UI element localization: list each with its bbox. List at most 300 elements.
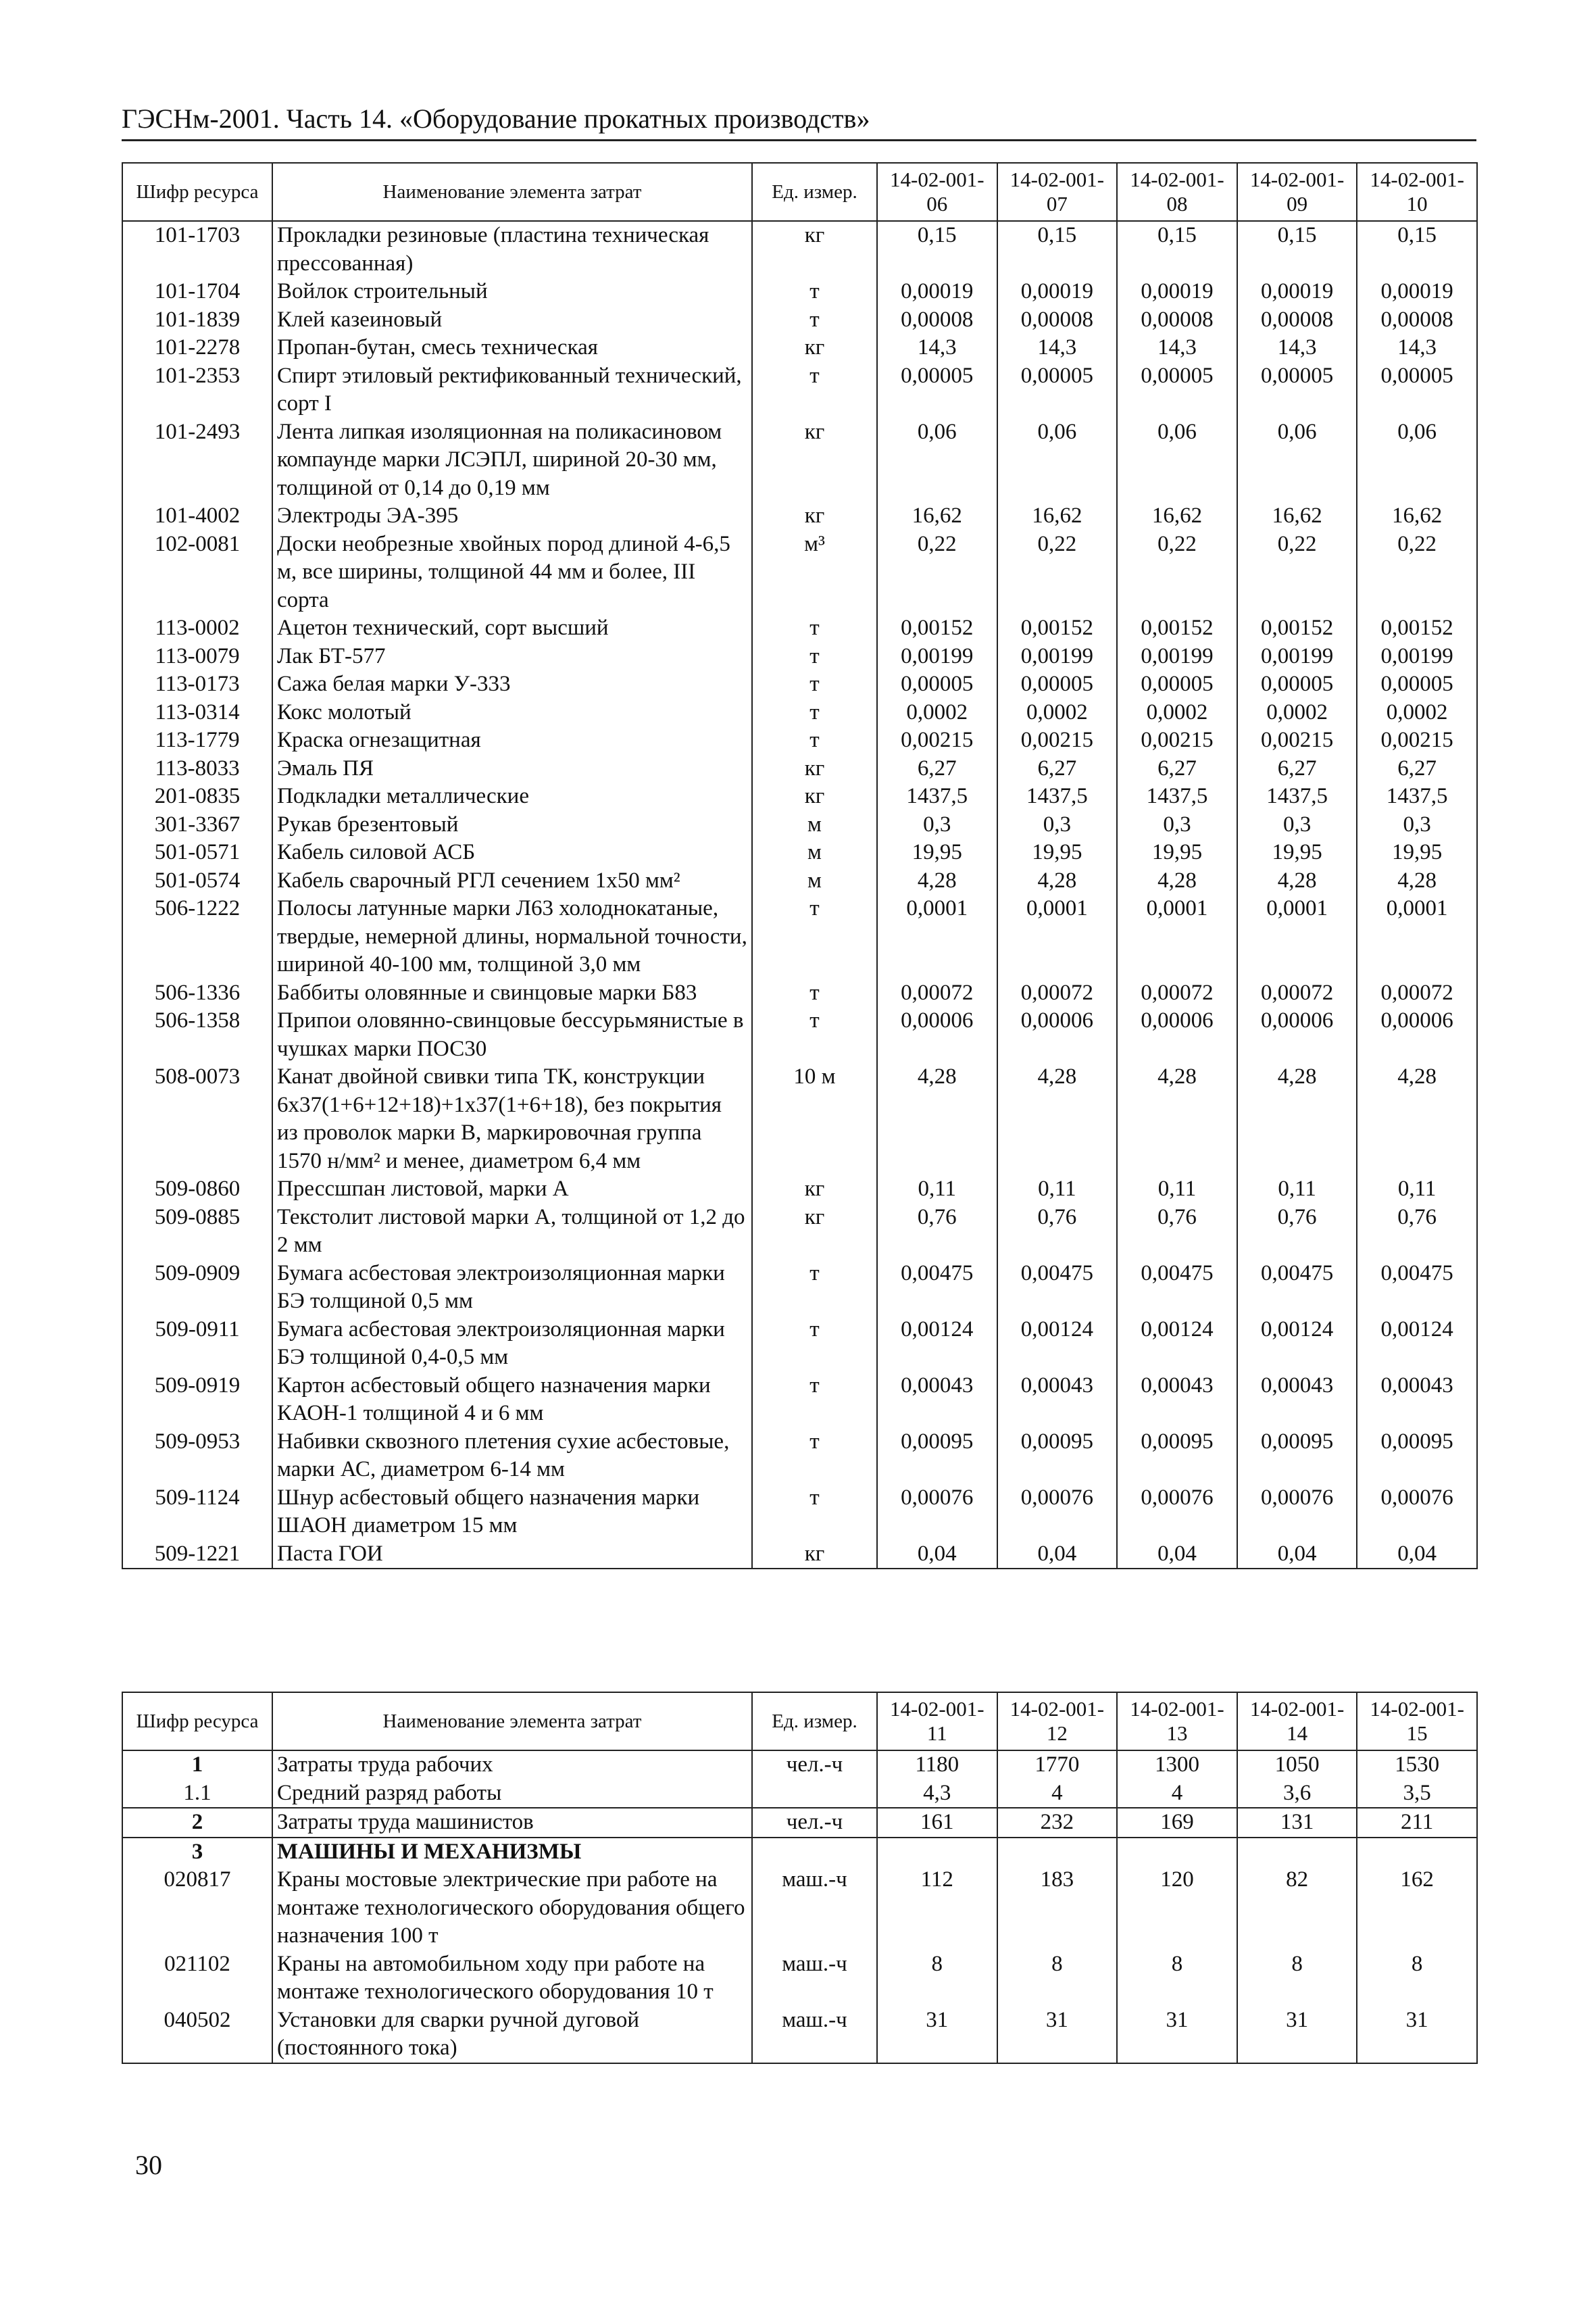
resource-value: 8 bbox=[1117, 1950, 1237, 2007]
resource-unit: т bbox=[752, 670, 877, 699]
resource-value: 0,00043 bbox=[877, 1372, 997, 1428]
table-row bbox=[122, 306, 1477, 335]
resource-unit: кг bbox=[752, 334, 877, 362]
header-col: 14-02-001-12 bbox=[997, 1692, 1118, 1750]
resource-value: 1180 bbox=[877, 1750, 997, 1779]
table-row bbox=[122, 1838, 1477, 1867]
resource-name: Кабель силовой АСБ bbox=[272, 839, 752, 867]
resource-value: 0,00215 bbox=[877, 727, 997, 755]
resource-unit: т bbox=[752, 895, 877, 979]
table-row bbox=[122, 278, 1477, 306]
resource-code: 509-0860 bbox=[122, 1175, 272, 1204]
table-row bbox=[122, 699, 1477, 727]
resource-value: 16,62 bbox=[1357, 502, 1477, 531]
table-row bbox=[122, 1428, 1477, 1484]
resource-value: 0,00475 bbox=[877, 1260, 997, 1316]
resource-value: 0,00475 bbox=[1237, 1260, 1357, 1316]
resource-code: 506-1222 bbox=[122, 895, 272, 979]
resource-value: 0,00199 bbox=[1117, 643, 1237, 671]
resource-value: 0,00005 bbox=[877, 670, 997, 699]
resource-unit: т bbox=[752, 979, 877, 1008]
resource-value: 1300 bbox=[1117, 1750, 1237, 1779]
resource-name: Рукав брезентовый bbox=[272, 811, 752, 839]
resource-name: Средний разряд работы bbox=[272, 1779, 752, 1808]
resource-value: 0,00006 bbox=[1357, 1007, 1477, 1063]
resource-value: 31 bbox=[1117, 2007, 1237, 2063]
resource-value: 0,00008 bbox=[877, 306, 997, 335]
resource-value: 6,27 bbox=[877, 755, 997, 783]
resource-unit: м bbox=[752, 867, 877, 895]
resource-value: 14,3 bbox=[1237, 334, 1357, 362]
resource-code: 3 bbox=[122, 1838, 272, 1867]
resource-value: 0,00005 bbox=[997, 670, 1118, 699]
resource-value: 0,11 bbox=[1237, 1175, 1357, 1204]
resource-name: Краска огнезащитная bbox=[272, 727, 752, 755]
resource-value bbox=[997, 1838, 1118, 1867]
resource-value: 0,11 bbox=[997, 1175, 1118, 1204]
resource-code: 101-1704 bbox=[122, 278, 272, 306]
resource-value: 0,22 bbox=[1357, 531, 1477, 615]
resource-value: 211 bbox=[1357, 1808, 1477, 1838]
resource-name: Кокс молотый bbox=[272, 699, 752, 727]
resource-value: 0,0001 bbox=[997, 895, 1118, 979]
table-row bbox=[122, 1316, 1477, 1372]
resource-code: 040502 bbox=[122, 2007, 272, 2063]
resource-value: 0,00215 bbox=[1117, 727, 1237, 755]
resource-unit: кг bbox=[752, 418, 877, 503]
resource-name: Набивки сквозного плетения сухие асбестовые, марки АС, диаметром 6-14 мм bbox=[272, 1428, 752, 1484]
table-row bbox=[122, 1007, 1477, 1063]
resource-code: 506-1358 bbox=[122, 1007, 272, 1063]
resource-value: 16,62 bbox=[1117, 502, 1237, 531]
resource-code: 501-0574 bbox=[122, 867, 272, 895]
resource-value: 0,00095 bbox=[1237, 1428, 1357, 1484]
resource-value: 1437,5 bbox=[1237, 783, 1357, 811]
resource-value: 0,76 bbox=[1237, 1204, 1357, 1260]
resource-unit: т bbox=[752, 614, 877, 643]
resource-value: 0,3 bbox=[1237, 811, 1357, 839]
materials-table bbox=[122, 162, 1478, 1569]
resource-code: 509-0911 bbox=[122, 1316, 272, 1372]
resource-value: 31 bbox=[1357, 2007, 1477, 2063]
resource-value: 6,27 bbox=[1117, 755, 1237, 783]
resource-value: 0,00006 bbox=[997, 1007, 1118, 1063]
header-unit: Ед. измер. bbox=[752, 1692, 877, 1750]
header-code: Шифр ресурса bbox=[122, 1692, 272, 1750]
table-row bbox=[122, 1484, 1477, 1540]
table-row bbox=[122, 1372, 1477, 1428]
resource-unit: т bbox=[752, 1260, 877, 1316]
resource-value: 6,27 bbox=[997, 755, 1118, 783]
resource-value: 162 bbox=[1357, 1866, 1477, 1950]
resource-value: 0,00475 bbox=[1117, 1260, 1237, 1316]
table-row bbox=[122, 1808, 1477, 1838]
resource-value: 0,00124 bbox=[997, 1316, 1118, 1372]
resource-value: 0,00076 bbox=[997, 1484, 1118, 1540]
resource-name: Войлок строительный bbox=[272, 278, 752, 306]
table-row bbox=[122, 867, 1477, 895]
resource-value: 0,00076 bbox=[1357, 1484, 1477, 1540]
resource-name: Спирт этиловый ректификованный технический, сорт I bbox=[272, 362, 752, 418]
resource-value: 19,95 bbox=[1237, 839, 1357, 867]
resource-value: 6,27 bbox=[1357, 755, 1477, 783]
resource-value: 0,04 bbox=[1117, 1540, 1237, 1569]
resource-name: Лента липкая изоляционная на поликасиновом компаунде марки ЛСЭПЛ, шириной 20-30 мм, толщиной от 0,14 до 0,19 мм bbox=[272, 418, 752, 503]
table-row bbox=[122, 1779, 1477, 1808]
resource-value: 0,0002 bbox=[997, 699, 1118, 727]
resource-value: 1050 bbox=[1237, 1750, 1357, 1779]
resource-value: 0,00095 bbox=[877, 1428, 997, 1484]
resource-value: 0,00095 bbox=[1357, 1428, 1477, 1484]
resource-unit: т bbox=[752, 1372, 877, 1428]
table-row bbox=[122, 362, 1477, 418]
header-col: 14-02-001-08 bbox=[1117, 163, 1237, 221]
resource-value: 4,28 bbox=[1117, 867, 1237, 895]
resource-value: 0,76 bbox=[1117, 1204, 1237, 1260]
resource-value: 0,00005 bbox=[1357, 670, 1477, 699]
resource-code: 509-0885 bbox=[122, 1204, 272, 1260]
resource-value: 0,00124 bbox=[1357, 1316, 1477, 1372]
resource-value: 0,00076 bbox=[1237, 1484, 1357, 1540]
resource-value: 0,15 bbox=[1117, 221, 1237, 278]
resource-value: 1770 bbox=[997, 1750, 1118, 1779]
table-header-row bbox=[122, 1692, 1477, 1750]
resource-name: Бумага асбестовая электроизоляционная марки БЭ толщиной 0,4-0,5 мм bbox=[272, 1316, 752, 1372]
resource-value: 0,00072 bbox=[1117, 979, 1237, 1008]
resource-name: Доски необрезные хвойных пород длиной 4-6,5 м, все ширины, толщиной 44 мм и более, III сорта bbox=[272, 531, 752, 615]
resource-unit: кг bbox=[752, 783, 877, 811]
resource-value: 0,00152 bbox=[1117, 614, 1237, 643]
resource-code: 101-4002 bbox=[122, 502, 272, 531]
resource-name: Затраты труда машинистов bbox=[272, 1808, 752, 1838]
resource-value: 4,28 bbox=[1357, 867, 1477, 895]
resource-code: 301-3367 bbox=[122, 811, 272, 839]
resource-value: 0,00019 bbox=[1357, 278, 1477, 306]
resource-value: 4,28 bbox=[1237, 1063, 1357, 1175]
table-row bbox=[122, 531, 1477, 615]
resource-code: 113-1779 bbox=[122, 727, 272, 755]
header-col: 14-02-001-09 bbox=[1237, 163, 1357, 221]
resource-value: 0,00006 bbox=[877, 1007, 997, 1063]
header-col: 14-02-001-11 bbox=[877, 1692, 997, 1750]
resource-code: 509-1124 bbox=[122, 1484, 272, 1540]
resource-value: 0,00043 bbox=[997, 1372, 1118, 1428]
resource-code: 101-2278 bbox=[122, 334, 272, 362]
resource-value: 0,3 bbox=[997, 811, 1118, 839]
resource-value: 4,28 bbox=[1237, 867, 1357, 895]
resource-value: 0,00095 bbox=[997, 1428, 1118, 1484]
resource-value: 0,22 bbox=[1117, 531, 1237, 615]
resource-value: 0,06 bbox=[1357, 418, 1477, 503]
resource-name: Текстолит листовой марки А, толщиной от 1,2 до 2 мм bbox=[272, 1204, 752, 1260]
resource-value: 0,15 bbox=[1237, 221, 1357, 278]
resource-value: 0,00008 bbox=[1357, 306, 1477, 335]
resource-value: 0,00008 bbox=[997, 306, 1118, 335]
resource-value bbox=[1237, 1838, 1357, 1867]
header-col: 14-02-001-14 bbox=[1237, 1692, 1357, 1750]
resource-name: Сажа белая марки У-333 bbox=[272, 670, 752, 699]
resource-code: 509-0953 bbox=[122, 1428, 272, 1484]
resource-value: 0,00019 bbox=[997, 278, 1118, 306]
labor-machines-table bbox=[122, 1692, 1478, 2064]
resource-value: 0,00199 bbox=[877, 643, 997, 671]
resource-value: 4,28 bbox=[997, 1063, 1118, 1175]
resource-value: 4,28 bbox=[997, 867, 1118, 895]
resource-value: 0,22 bbox=[1237, 531, 1357, 615]
resource-name: Электроды ЭА-395 bbox=[272, 502, 752, 531]
resource-value: 0,06 bbox=[997, 418, 1118, 503]
table-row bbox=[122, 839, 1477, 867]
resource-unit: м bbox=[752, 811, 877, 839]
resource-value: 0,00076 bbox=[1117, 1484, 1237, 1540]
resource-value: 4,28 bbox=[877, 1063, 997, 1175]
resource-value: 1437,5 bbox=[1357, 783, 1477, 811]
resource-value: 0,15 bbox=[877, 221, 997, 278]
resource-value: 0,3 bbox=[1357, 811, 1477, 839]
resource-value: 169 bbox=[1117, 1808, 1237, 1838]
resource-value: 0,0002 bbox=[1357, 699, 1477, 727]
resource-value: 31 bbox=[997, 2007, 1118, 2063]
table-row bbox=[122, 670, 1477, 699]
resource-name: Пропан-бутан, смесь техническая bbox=[272, 334, 752, 362]
resource-value: 0,00095 bbox=[1117, 1428, 1237, 1484]
table-row bbox=[122, 1063, 1477, 1175]
resource-name: Клей казеиновый bbox=[272, 306, 752, 335]
resource-value: 0,76 bbox=[1357, 1204, 1477, 1260]
header-col: 14-02-001-15 bbox=[1357, 1692, 1477, 1750]
resource-code: 113-0314 bbox=[122, 699, 272, 727]
resource-unit: чел.-ч bbox=[752, 1750, 877, 1779]
resource-name: МАШИНЫ И МЕХАНИЗМЫ bbox=[272, 1838, 752, 1867]
resource-value: 4 bbox=[997, 1779, 1118, 1808]
header-col: 14-02-001-07 bbox=[997, 163, 1118, 221]
resource-value: 19,95 bbox=[997, 839, 1118, 867]
resource-code: 021102 bbox=[122, 1950, 272, 2007]
resource-unit: 10 м bbox=[752, 1063, 877, 1175]
resource-name: Затраты труда рабочих bbox=[272, 1750, 752, 1779]
resource-value: 82 bbox=[1237, 1866, 1357, 1950]
resource-unit bbox=[752, 1779, 877, 1808]
resource-value: 0,06 bbox=[1117, 418, 1237, 503]
resource-value: 0,00475 bbox=[997, 1260, 1118, 1316]
resource-value: 0,00005 bbox=[1117, 362, 1237, 418]
resource-value: 8 bbox=[1237, 1950, 1357, 2007]
resource-name: Краны мостовые электрические при работе на монтаже технологического оборудования общего назначения 100 т bbox=[272, 1866, 752, 1950]
resource-value bbox=[877, 1838, 997, 1867]
table-row bbox=[122, 418, 1477, 503]
resource-value: 112 bbox=[877, 1866, 997, 1950]
resource-value: 6,27 bbox=[1237, 755, 1357, 783]
resource-value: 120 bbox=[1117, 1866, 1237, 1950]
resource-unit: кг bbox=[752, 221, 877, 278]
resource-value: 0,00215 bbox=[1237, 727, 1357, 755]
resource-code: 020817 bbox=[122, 1866, 272, 1950]
resource-name: Припои оловянно-свинцовые бессурьмянистые в чушках марки ПОС30 bbox=[272, 1007, 752, 1063]
resource-value: 0,00019 bbox=[1117, 278, 1237, 306]
resource-value: 0,00215 bbox=[997, 727, 1118, 755]
table-row bbox=[122, 614, 1477, 643]
resource-unit: т bbox=[752, 643, 877, 671]
resource-value: 0,00005 bbox=[1117, 670, 1237, 699]
header-code: Шифр ресурса bbox=[122, 163, 272, 221]
resource-value: 0,00152 bbox=[877, 614, 997, 643]
resource-value: 16,62 bbox=[1237, 502, 1357, 531]
resource-code: 2 bbox=[122, 1808, 272, 1838]
resource-value: 0,00124 bbox=[1117, 1316, 1237, 1372]
resource-value: 31 bbox=[1237, 2007, 1357, 2063]
resource-value: 8 bbox=[877, 1950, 997, 2007]
resource-name: Установки для сварки ручной дуговой (постоянного тока) bbox=[272, 2007, 752, 2063]
resource-value: 0,00019 bbox=[1237, 278, 1357, 306]
resource-value: 0,0001 bbox=[1357, 895, 1477, 979]
resource-name: Подкладки металлические bbox=[272, 783, 752, 811]
resource-value: 0,0002 bbox=[1117, 699, 1237, 727]
resource-code: 113-0002 bbox=[122, 614, 272, 643]
resource-code: 102-0081 bbox=[122, 531, 272, 615]
resource-value: 0,00072 bbox=[1357, 979, 1477, 1008]
resource-unit: т bbox=[752, 1007, 877, 1063]
resource-unit: м³ bbox=[752, 531, 877, 615]
resource-code: 101-2493 bbox=[122, 418, 272, 503]
resource-value: 0,00199 bbox=[1357, 643, 1477, 671]
resource-value: 0,00043 bbox=[1357, 1372, 1477, 1428]
resource-unit: т bbox=[752, 362, 877, 418]
resource-code: 113-0079 bbox=[122, 643, 272, 671]
header-col: 14-02-001-13 bbox=[1117, 1692, 1237, 1750]
resource-code: 113-0173 bbox=[122, 670, 272, 699]
resource-unit: т bbox=[752, 1316, 877, 1372]
resource-value: 3,6 bbox=[1237, 1779, 1357, 1808]
resource-value: 0,0001 bbox=[877, 895, 997, 979]
resource-name: Картон асбестовый общего назначения марки КАОН-1 толщиной 4 и 6 мм bbox=[272, 1372, 752, 1428]
resource-code: 101-1839 bbox=[122, 306, 272, 335]
resource-value: 0,0002 bbox=[1237, 699, 1357, 727]
resource-value: 0,00008 bbox=[1237, 306, 1357, 335]
resource-value: 16,62 bbox=[877, 502, 997, 531]
resource-value: 16,62 bbox=[997, 502, 1118, 531]
header-col: 14-02-001-06 bbox=[877, 163, 997, 221]
table-row bbox=[122, 783, 1477, 811]
resource-value: 0,06 bbox=[877, 418, 997, 503]
resource-unit bbox=[752, 1838, 877, 1867]
resource-unit: чел.-ч bbox=[752, 1808, 877, 1838]
header-name: Наименование элемента затрат bbox=[272, 163, 752, 221]
header-unit: Ед. измер. bbox=[752, 163, 877, 221]
resource-value: 0,00199 bbox=[997, 643, 1118, 671]
resource-unit: кг bbox=[752, 1540, 877, 1569]
table-row bbox=[122, 1204, 1477, 1260]
resource-code: 509-1221 bbox=[122, 1540, 272, 1569]
resource-value: 0,00199 bbox=[1237, 643, 1357, 671]
resource-value: 3,5 bbox=[1357, 1779, 1477, 1808]
resource-value: 0,00008 bbox=[1117, 306, 1237, 335]
resource-value: 0,00043 bbox=[1117, 1372, 1237, 1428]
resource-code: 101-2353 bbox=[122, 362, 272, 418]
resource-unit: кг bbox=[752, 502, 877, 531]
resource-unit: маш.-ч bbox=[752, 1866, 877, 1950]
resource-value: 0,3 bbox=[1117, 811, 1237, 839]
resource-unit: т bbox=[752, 1484, 877, 1540]
resource-value: 0,00215 bbox=[1357, 727, 1477, 755]
resource-value: 131 bbox=[1237, 1808, 1357, 1838]
table-header-row bbox=[122, 163, 1477, 221]
table-row bbox=[122, 221, 1477, 278]
resource-value: 0,76 bbox=[997, 1204, 1118, 1260]
resource-name: Эмаль ПЯ bbox=[272, 755, 752, 783]
resource-unit: т bbox=[752, 278, 877, 306]
resource-value: 14,3 bbox=[877, 334, 997, 362]
resource-code: 501-0571 bbox=[122, 839, 272, 867]
resource-value: 0,00152 bbox=[997, 614, 1118, 643]
resource-value: 4,28 bbox=[1357, 1063, 1477, 1175]
resource-value: 0,04 bbox=[1237, 1540, 1357, 1569]
resource-value: 14,3 bbox=[1117, 334, 1237, 362]
resource-value: 4 bbox=[1117, 1779, 1237, 1808]
resource-name: Шнур асбестовый общего назначения марки ШАОН диаметром 15 мм bbox=[272, 1484, 752, 1540]
table-row bbox=[122, 895, 1477, 979]
resource-value: 19,95 bbox=[877, 839, 997, 867]
resource-value: 0,15 bbox=[1357, 221, 1477, 278]
resource-code: 1 bbox=[122, 1750, 272, 1779]
resource-unit: т bbox=[752, 306, 877, 335]
resource-value: 0,00005 bbox=[1237, 670, 1357, 699]
resource-unit: т bbox=[752, 699, 877, 727]
table-row bbox=[122, 334, 1477, 362]
resource-name: Прессшпан листовой, марки А bbox=[272, 1175, 752, 1204]
resource-value: 0,00019 bbox=[877, 278, 997, 306]
table-row bbox=[122, 1750, 1477, 1779]
resource-value: 0,22 bbox=[877, 531, 997, 615]
resource-name: Ацетон технический, сорт высший bbox=[272, 614, 752, 643]
resource-code: 509-0919 bbox=[122, 1372, 272, 1428]
resource-value: 0,00076 bbox=[877, 1484, 997, 1540]
resource-value: 0,00152 bbox=[1237, 614, 1357, 643]
resource-value: 183 bbox=[997, 1866, 1118, 1950]
resource-value: 31 bbox=[877, 2007, 997, 2063]
resource-value: 19,95 bbox=[1357, 839, 1477, 867]
resource-unit: маш.-ч bbox=[752, 1950, 877, 2007]
resource-name: Канат двойной свивки типа ТК, конструкции 6х37(1+6+12+18)+1х37(1+6+18), без покрытия из проволок марки В, маркировочная группа 1570 н/мм² и менее, диаметром 6,4 мм bbox=[272, 1063, 752, 1175]
resource-name: Баббиты оловянные и свинцовые марки Б83 bbox=[272, 979, 752, 1008]
resource-name: Прокладки резиновые (пластина техническая прессованная) bbox=[272, 221, 752, 278]
resource-value: 8 bbox=[997, 1950, 1118, 2007]
resource-code: 113-8033 bbox=[122, 755, 272, 783]
resource-value: 4,3 bbox=[877, 1779, 997, 1808]
resource-value: 4,28 bbox=[1117, 1063, 1237, 1175]
table-row bbox=[122, 643, 1477, 671]
resource-name: Полосы латунные марки Л63 холоднокатаные, твердые, немерной длины, нормальной точности, шириной 40-100 мм, толщиной 3,0 мм bbox=[272, 895, 752, 979]
resource-code: 101-1703 bbox=[122, 221, 272, 278]
resource-value: 1437,5 bbox=[1117, 783, 1237, 811]
resource-unit: т bbox=[752, 1428, 877, 1484]
resource-unit: т bbox=[752, 727, 877, 755]
resource-unit: маш.-ч bbox=[752, 2007, 877, 2063]
table-row bbox=[122, 811, 1477, 839]
resource-name: Бумага асбестовая электроизоляционная марки БЭ толщиной 0,5 мм bbox=[272, 1260, 752, 1316]
resource-value: 0,04 bbox=[997, 1540, 1118, 1569]
resource-value: 0,00152 bbox=[1357, 614, 1477, 643]
page-number: 30 bbox=[135, 2150, 162, 2180]
resource-unit: м bbox=[752, 839, 877, 867]
resource-value: 0,00005 bbox=[1237, 362, 1357, 418]
resource-value: 0,22 bbox=[997, 531, 1118, 615]
resource-value: 0,0001 bbox=[1117, 895, 1237, 979]
resource-code: 506-1336 bbox=[122, 979, 272, 1008]
resource-value: 0,0002 bbox=[877, 699, 997, 727]
resource-code: 1.1 bbox=[122, 1779, 272, 1808]
resource-name: Паста ГОИ bbox=[272, 1540, 752, 1569]
resource-code: 509-0909 bbox=[122, 1260, 272, 1316]
